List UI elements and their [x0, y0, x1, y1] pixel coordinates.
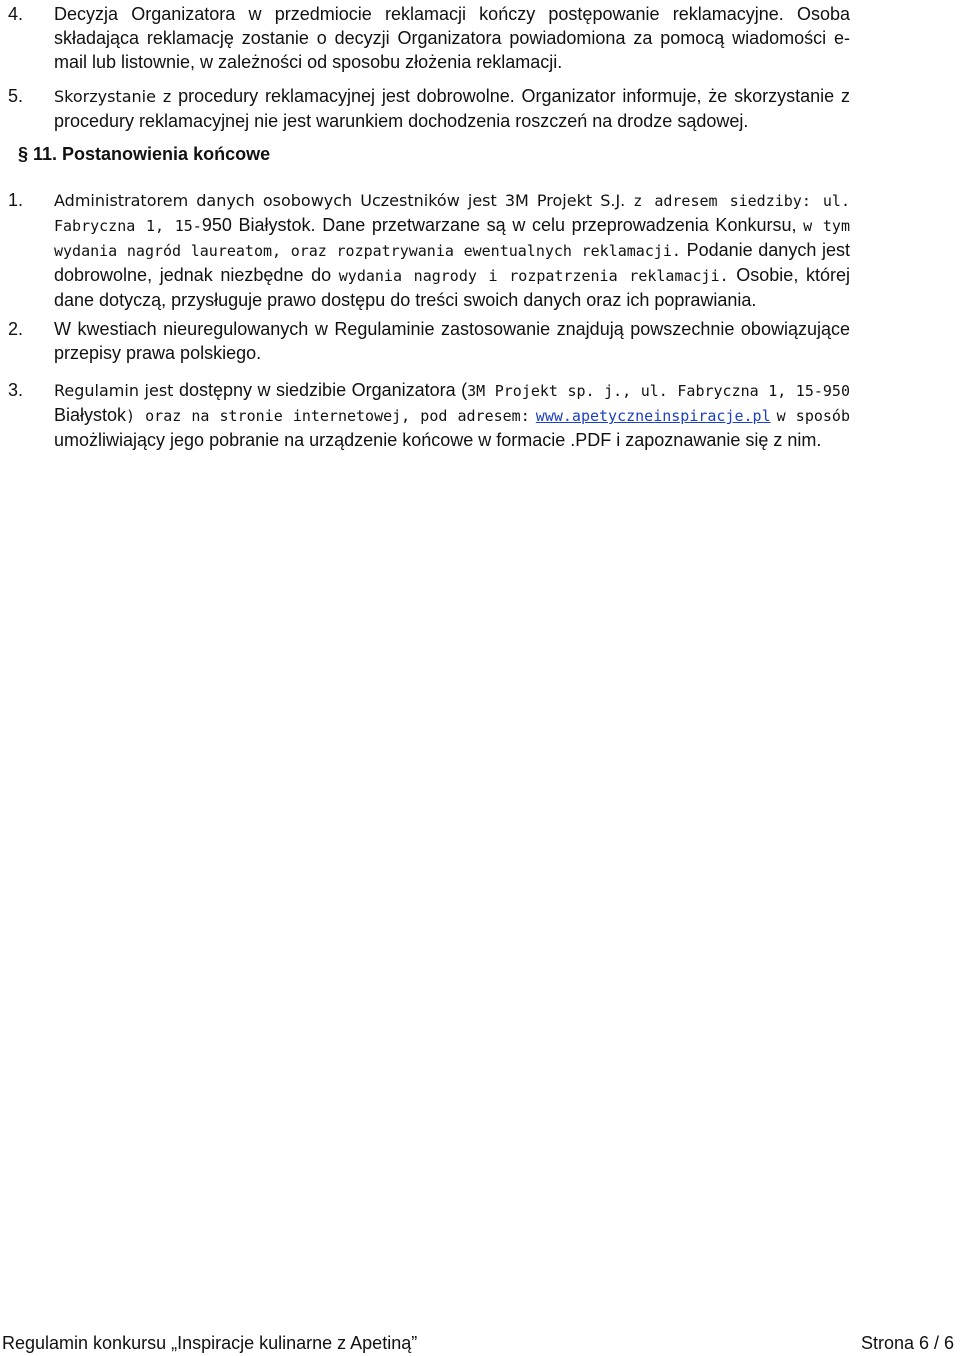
text-run: Administratorem danych osobowych Uczestników jest 3M Projekt S.J. — [54, 191, 626, 210]
item-text: Decyzja Organizatora w przedmiocie reklamacji kończy postępowanie reklamacyjne. Osoba składająca reklamację zostanie o decyzji Organizatora powiadomiona za pomocą wiadomości e-mail lub listownie, w zależności od sposobu złożenia reklamacji. — [54, 4, 850, 72]
text-run: Białystok — [54, 405, 127, 425]
item-number: 3. — [8, 380, 24, 400]
text-run: w tym wydania nagród laureatom, oraz rozpatrywania ewentualnych reklamacji. — [54, 217, 850, 260]
text-run: z adresem siedziby: ul. Fabryczna 1, 15- — [54, 192, 850, 235]
item-text — [54, 188, 850, 312]
item-text: W kwestiach nieuregulowanych w Regulaminie zastosowanie znajdują powszechnie obowiązujące przepisy prawa polskiego. — [54, 319, 850, 363]
section-item-4 — [8, 2, 850, 74]
item-number: 1. — [8, 190, 24, 210]
text-run: 3M Projekt sp. j., ul. Fabryczna 1, 15-950 — [467, 382, 850, 400]
item-number: 4. — [8, 4, 24, 24]
item-text — [54, 378, 850, 452]
text-run: procedury reklamacyjnej jest dobrowolne. Organizator informuje, że skorzystanie z procedury reklamacyjnej nie jest warunkiem dochodzenia roszczeń na drodze sądowej. — [54, 86, 850, 131]
final-item-3 — [8, 378, 850, 452]
text-run: Skorzystanie z — [54, 87, 172, 106]
item-number: 5. — [8, 86, 24, 106]
text-run: umożliwiający jego pobranie na urządzenie końcowe w formacie .PDF i zapoznawanie się z nim. — [54, 430, 822, 450]
footer-title: Regulamin konkursu „Inspiracje kulinarne z Apetiną” — [2, 1333, 418, 1353]
item-text — [54, 84, 850, 133]
section-heading: § 11. Postanowienia końcowe — [18, 144, 271, 164]
item-number: 2. — [8, 319, 24, 339]
text-run: 950 Białystok. Dane przetwarzane są w celu przeprowadzenia Konkursu, — [201, 215, 797, 235]
text-run: w sposób — [776, 407, 850, 425]
final-item-2 — [8, 317, 850, 365]
text-run: wydania nagrody i rozpatrzenia reklamacji. — [338, 267, 729, 285]
text-run: ) oraz na stronie internetowej, pod adresem: — [126, 407, 530, 425]
website-link[interactable]: www.apetyczneinspiracje.pl — [535, 407, 771, 425]
text-run: Osobie, której dane dotyczą, przysługuje prawo dostępu do treści swoich danych oraz ich poprawiania. — [54, 265, 850, 310]
page-number: Strona 6 / 6 — [860, 1333, 954, 1353]
section-item-5 — [8, 84, 850, 133]
text-run: Podanie danych jest dobrowolne, jednak niezbędne do — [54, 240, 850, 285]
text-run: Regulamin jest — [54, 381, 174, 400]
text-run: dostępny w siedzibie Organizatora ( — [178, 380, 468, 400]
final-item-1 — [8, 188, 850, 312]
